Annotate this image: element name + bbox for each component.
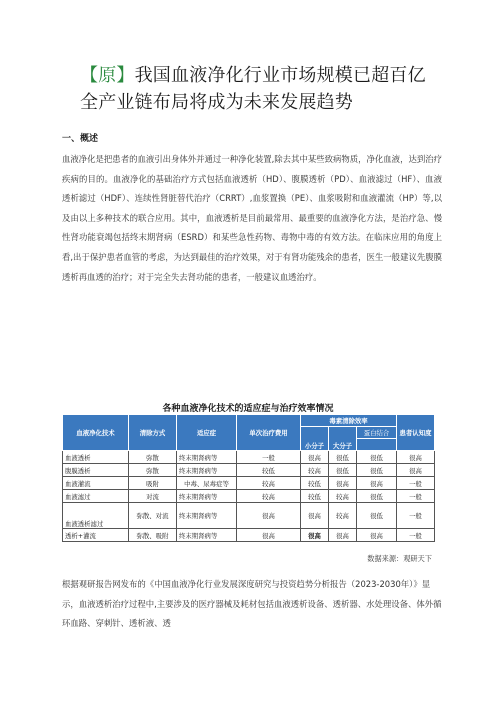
cell-clearance: 吸附 (129, 477, 177, 490)
table-row (63, 490, 435, 503)
cell-method: 血液滤过 (63, 490, 129, 503)
table-row (63, 477, 435, 490)
section-heading: 一、概述 (62, 134, 99, 144)
cell-medium: 很高 (329, 477, 357, 490)
table-row (63, 503, 435, 529)
cell-method: 血液透析滤过 (63, 503, 129, 529)
cell-indication: 终末期肾病等 (177, 529, 237, 542)
cell-awareness: 一般 (397, 529, 435, 542)
cell-small: 较低 (301, 490, 329, 503)
cell-small: 很高 (301, 529, 329, 542)
table-title: 各种血液净化技术的适应症与治疗效率情况 (162, 404, 334, 414)
title-text: 我国血液净化行业市场规模已超百亿全产业链布局将成为未来发展趋势 (80, 65, 426, 113)
header-indication: 适应症 (177, 415, 237, 451)
cell-indication: 终末期肾病等 (177, 451, 237, 464)
header-awareness: 患者认知度 (397, 415, 435, 451)
cell-protein: 很高 (357, 529, 397, 542)
cell-indication: 中毒、尿毒症等 (177, 477, 237, 490)
cell-protein: 很低 (357, 464, 397, 477)
cell-medium: 很低 (329, 451, 357, 464)
cell-medium: 较高 (329, 490, 357, 503)
table-row (63, 464, 435, 477)
cell-indication: 终末期肾病等 (177, 490, 237, 503)
cell-cost: 较高 (237, 477, 301, 490)
header-protein: 蛋白结合 (357, 427, 397, 439)
header-method: 血液净化技术 (63, 415, 129, 451)
cell-clearance: 弥散、吸附 (129, 529, 177, 542)
header-small: 小分子 (301, 427, 329, 451)
cell-medium: 很高 (329, 529, 357, 542)
cell-awareness: 很高 (397, 464, 435, 477)
cell-awareness: 很高 (397, 451, 435, 464)
header-medium: 大分子 (329, 427, 357, 451)
cell-indication: 终末期肾病等 (177, 503, 237, 529)
report-paragraph: 根据观研报告网发布的《中国血液净化行业发展深度研究与投资趋势分析报告（2023-2030年）》显示，血液透析治疗过程中,主要涉及的医疗器械及耗材包括血液透析设备、透析器、水处理设备、体外循环血路、穿刺针、透析液、透 (62, 579, 442, 629)
cell-medium: 很低 (329, 464, 357, 477)
cell-cost: 很高 (237, 503, 301, 529)
cell-clearance: 对流 (129, 490, 177, 503)
cell-small: 较低 (301, 477, 329, 490)
table-row (63, 529, 435, 542)
header-cost: 单次治疗费用 (237, 415, 301, 451)
cell-clearance: 弥散 (129, 464, 177, 477)
cell-awareness: 一般 (397, 477, 435, 490)
cell-method: 血液灌流 (63, 477, 129, 490)
cell-protein: 很低 (357, 451, 397, 464)
cell-method: 透析+灌流 (63, 529, 129, 542)
table-row (63, 451, 435, 464)
cell-protein: 很高 (357, 477, 397, 490)
cell-clearance: 弥散 (129, 451, 177, 464)
header-efficiency: 毒素清除效率 (301, 415, 397, 427)
cell-awareness: 一般 (397, 490, 435, 503)
table-source: 数据来源：观研天下 (367, 554, 432, 563)
cell-awareness: 一般 (397, 503, 435, 529)
cell-indication: 终末期肾病等 (177, 464, 237, 477)
cell-cost: 一般 (237, 451, 301, 464)
cell-method: 腹膜透析 (63, 464, 129, 477)
intro-paragraph: 血液净化是把患者的血液引出身体外并通过一种净化装置,除去其中某些致病物质，净化血液，达到治疗疾病的目的。血液净化的基础治疗方式包括血液透析（HD）、腹膜透析（PD）、血液滤过（HF）、血液透析滤过（HDF）、连续性肾脏替代治疗（CRRT）,血浆置换（PE）、血浆吸附和血液灌流（HP）等,以及由以上多种技术的联合应用。其中，血液透析是目前最常用、最重要的血液净化方法，是治疗急、慢性肾功能衰竭包括终末期肾病（ESRD）和某些急性药物、毒物中毒的有效方法。在临床应用的角度上看,出于保护患者血管的考虑，为达到最佳的治疗效果，对于有肾功能残余的患者，医生一般建议先腹膜透析再血透的治疗；对于完全失去肾功能的患者，一般建议血透治疗。 (62, 154, 442, 282)
cell-clearance: 弥散、对流 (129, 503, 177, 529)
header-spacer (357, 439, 397, 451)
cell-cost: 较低 (237, 464, 301, 477)
cell-method: 血液透析 (63, 451, 129, 464)
purification-table (62, 414, 435, 542)
cell-small: 较高 (301, 464, 329, 477)
page-title (80, 62, 440, 116)
cell-small: 很高 (301, 451, 329, 464)
header-clearance: 清除方式 (129, 415, 177, 451)
cell-protein: 很低 (357, 503, 397, 529)
cell-cost: 很高 (237, 529, 301, 542)
title-tag: 【原】 (80, 65, 135, 86)
cell-medium: 较高 (329, 503, 357, 529)
cell-small: 很高 (301, 503, 329, 529)
cell-cost: 较高 (237, 490, 301, 503)
cell-protein: 很低 (357, 490, 397, 503)
